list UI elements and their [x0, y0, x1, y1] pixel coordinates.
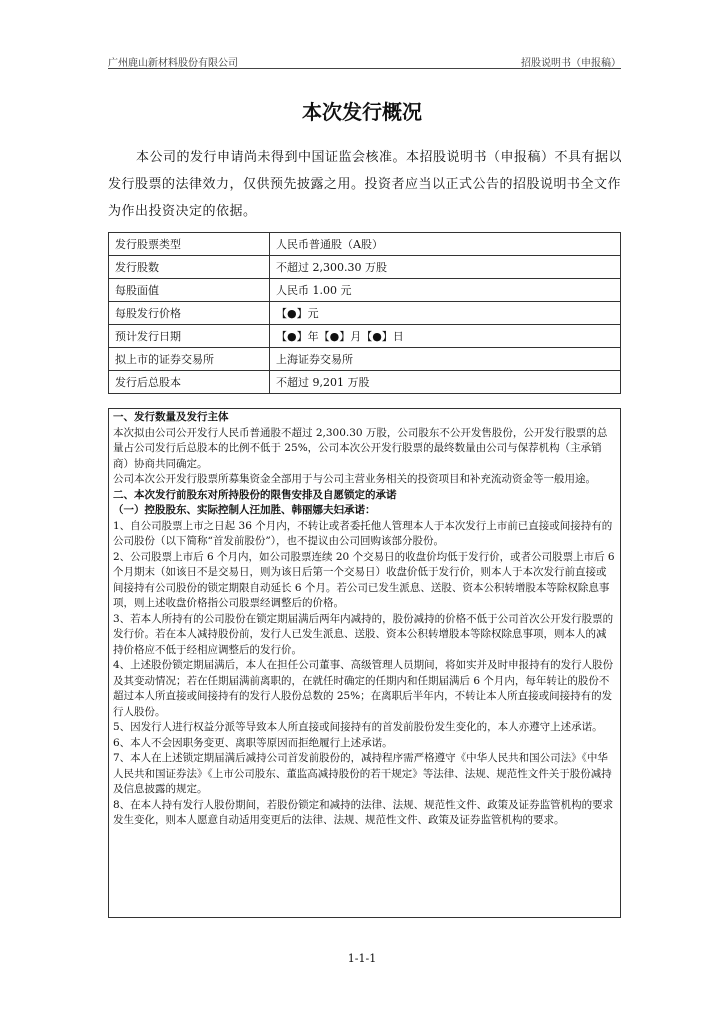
commitments-box: [108, 408, 621, 918]
table-key: 预计发行日期: [109, 325, 270, 348]
page-title: 本次发行概况: [302, 100, 422, 124]
body-paragraph: 本次拟由公司公开发行人民币普通股不超过 2,300.30 万股，公司股东不公开发售股份，公开发行股票的总量占公司发行后总股本的比例不低于 25%，公司本次公开发行股票的最终数量由公司与保荐机构（主承销商）协商共同确定。: [113, 426, 608, 470]
intro-paragraph: 本公司的发行申请尚未得到中国证监会核准。本招股说明书（申报稿）不具有据以发行股票的法律效力，仅供预先披露之用。投资者应当以正式公告的招股说明书全文作为作出投资决定的依据。: [108, 150, 623, 219]
table-row: [109, 371, 621, 394]
table-value: 【●】元: [270, 302, 621, 325]
section-heading: 二、本次发行前股东对所持股份的限售安排及自愿锁定的承诺: [113, 488, 397, 501]
list-item: 3、若本人所持有的公司股份在锁定期届满后两年内减持的，股份减持的价格不低于公司首次公开发行股票的发行价。若在本人减持股份前，发行人已发生派息、送股、资本公积转增股本等除权除息事项，则本人的减持价格应不低于经相应调整后的发行价。: [113, 612, 614, 656]
table-key: 发行股数: [109, 256, 270, 279]
table-key: 发行后总股本: [109, 371, 270, 394]
table-row: [109, 233, 621, 256]
table-value: 人民币 1.00 元: [270, 279, 621, 302]
table-row: [109, 348, 621, 371]
table-value: 人民币普通股（A股）: [270, 233, 621, 256]
table-key: 发行股票类型: [109, 233, 270, 256]
table-key: 拟上市的证券交易所: [109, 348, 270, 371]
table-key: 每股发行价格: [109, 302, 270, 325]
list-item: 2、公司股票上市后 6 个月内，如公司股票连续 20 个交易日的收盘价均低于发行价，或者公司股票上市后 6 个月期末（如该日不是交易日，则为该日后第一个交易日）收盘价低于发行价，则本人于本次发行前直接或间接持有公司股份的锁定期限自动延长 6 个月。若公司已发生派息、送股、资本公积转增股本等除权除息事项，则上述收盘价格指公司股票经调整后的价格。: [113, 550, 615, 609]
header-company: 广州鹿山新材料股份有限公司: [108, 58, 238, 69]
list-item: 7、本人在上述锁定期届满后减持公司首发前股份的，减持程序需严格遵守《中华人民共和国公司法》《中华人民共和国证券法》《上市公司股东、董监高减持股份的若干规定》等法律、法规、规范性文件关于股份减持及信息披露的规定。: [113, 752, 612, 795]
table-row: [109, 302, 621, 325]
page-header: [108, 54, 621, 68]
table-value: 不超过 2,300.30 万股: [270, 256, 621, 279]
header-rule: [108, 68, 621, 69]
offering-table: [108, 232, 621, 394]
page-number: 1-1-1: [347, 952, 377, 965]
header-doc-type: 招股说明书（申报稿）: [521, 58, 621, 69]
table-value: 上海证券交易所: [270, 348, 621, 371]
table-row: [109, 325, 621, 348]
list-item: 5、因发行人进行权益分派等导致本人所直接或间接持有的首发前股份发生变化的，本人亦遵守上述承诺。: [113, 721, 603, 733]
table-value: 不超过 9,201 万股: [270, 371, 621, 394]
body-paragraph: 公司本次公开发行股票所募集资金全部用于与公司主营业务相关的投资项目和补充流动资金等一般用途。: [113, 473, 596, 485]
subsection-heading: （一）控股股东、实际控制人汪加胜、韩丽娜夫妇承诺：: [113, 504, 376, 516]
table-row: [109, 256, 621, 279]
list-item: 1、自公司股票上市之日起 36 个月内，不转让或者委托他人管理本人于本次发行上市前已直接或间接持有的公司股份（以下简称“首发前股份”），也不提议由公司回购该部分股份。: [113, 519, 613, 547]
list-item: 8、在本人持有发行人股份期间，若股份锁定和减持的法律、法规、规范性文件、政策及证券监管机构的要求发生变化，则本人愿意自动适用变更后的法律、法规、规范性文件、政策及证券监管机构的要求。: [113, 798, 614, 826]
list-item: 4、上述股份锁定期届满后，本人在担任公司董事、高级管理人员期间，将如实并及时申报持有的发行人股份及其变动情况；若在任期届满前离职的，在就任时确定的任期内和任期届满后 6 个月内，每年转让的股份不超过本人所直接或间接持有的发行人股份总数的 25%；在离职后半年内，不转让本人所直接或间接持有的发行人股份。: [113, 659, 614, 718]
table-key: 每股面值: [109, 279, 270, 302]
table-value: 【●】年【●】月【●】日: [270, 325, 621, 348]
list-item: 6、本人不会因职务变更、离职等原因而拒绝履行上述承诺。: [113, 736, 393, 749]
section-heading: 一、发行数量及发行主体: [113, 411, 229, 423]
table-row: [109, 279, 621, 302]
